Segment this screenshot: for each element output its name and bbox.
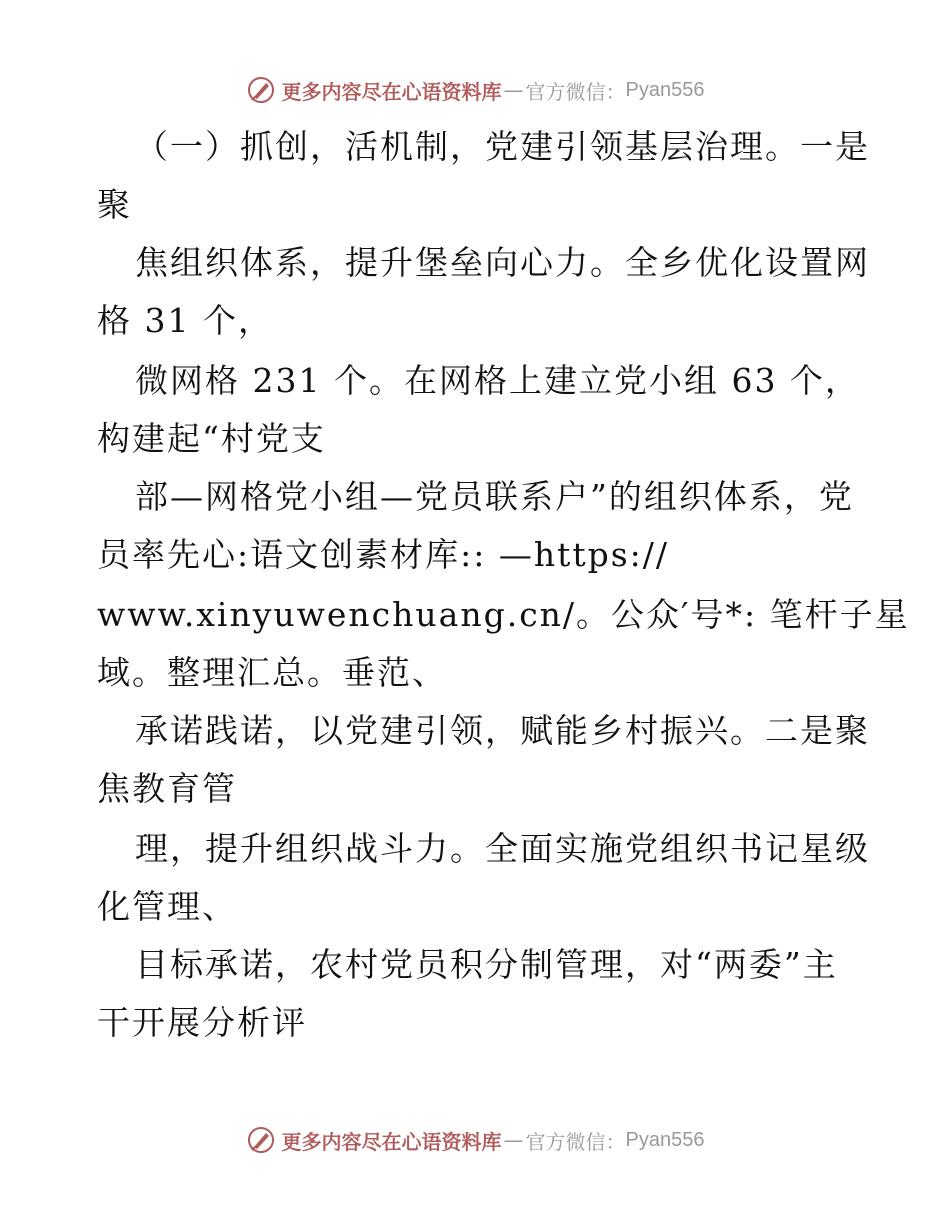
body-line: 域。整理汇总。垂范、 (97, 653, 447, 692)
quill-pen-logo-icon (246, 75, 276, 105)
watermark-site-text: 更多内容尽在心语资料库 (281, 79, 502, 104)
body-line: 化管理、 (97, 887, 237, 926)
body-line: （一）抓创，活机制，党建引领基层治理。一是 (135, 127, 870, 166)
body-line: 员率先心:语文创素材库:: —https:// (97, 535, 670, 574)
body-line: www.xinyuwenchuang.cn/。公众′号*: 笔杆子星 (97, 595, 910, 634)
watermark-banner-bottom (0, 1120, 950, 1160)
watermark-site-text: 更多内容尽在心语资料库 (281, 1129, 502, 1154)
watermark-official-label: 官方微信： (525, 79, 626, 104)
watermark-official-label: 官方微信： (525, 1129, 626, 1154)
body-line: 焦教育管 (97, 769, 237, 808)
body-line: 部—网格党小组—党员联系户”的组织体系，党 (135, 477, 854, 516)
watermark-separator: — (503, 78, 524, 102)
body-line: 承诺践诺，以党建引领，赋能乡村振兴。二是聚 (135, 711, 870, 750)
watermark-banner-top (0, 70, 950, 110)
watermark-wechat-id: Pyan556 (625, 1128, 705, 1151)
body-line: 焦组织体系，提升堡垒向心力。全乡优化设置网 (135, 243, 870, 282)
body-line: 目标承诺，农村党员积分制管理，对“两委”主 (135, 945, 838, 984)
body-line: 格 31 个， (97, 301, 273, 340)
body-line: 干开展分析评 (97, 1003, 307, 1042)
watermark-wechat-id: Pyan556 (625, 78, 705, 101)
body-line: 聚 (97, 185, 132, 224)
watermark-separator: — (503, 1128, 524, 1152)
body-line: 构建起“村党支 (97, 419, 326, 458)
body-line: 微网格 231 个。在网格上建立党小组 63 个， (135, 361, 860, 400)
quill-pen-logo-icon (246, 1125, 276, 1155)
body-line: 理，提升组织战斗力。全面实施党组织书记星级 (135, 829, 870, 868)
